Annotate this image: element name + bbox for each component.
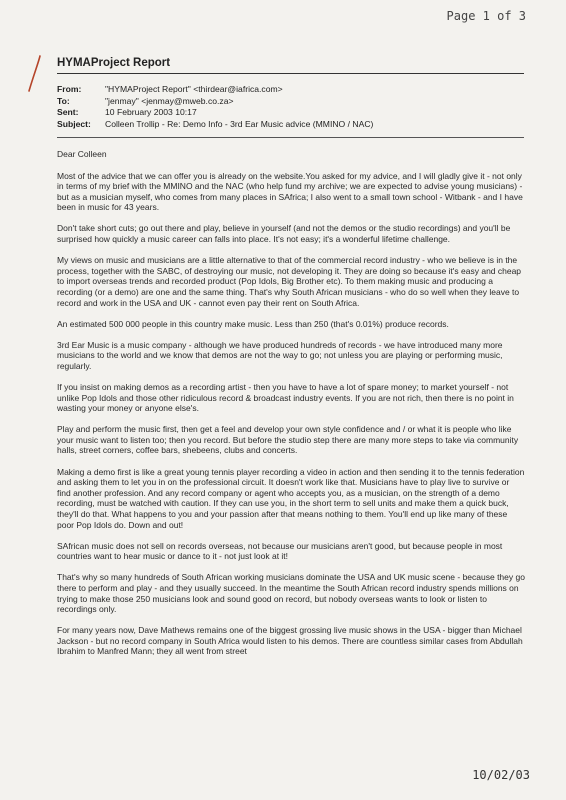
page-number: Page 1 of 3	[446, 9, 526, 23]
from-value: "HYMAProject Report" <thirdear@iafrica.com>	[105, 84, 283, 94]
paragraph: Making a demo first is like a great young tennis player recording a video in action and then sending it to the tennis federation and asking them to let you in on the professional circuit. It doesn't work like that. Musicians have to play live to survive or find another profession. And any record company or agent who accepts you, as a musician, on the strength of a demo recording, must be watched with caution. If they can use you, in the short term to sell units and make them a quick buck, they'll do that. What happens to you and your passion after that means nothing to them. You'll end up like many of these poor Pop Idols do. Down and out!	[57, 466, 525, 530]
header-sent-row	[57, 107, 373, 119]
paragraph: SAfrican music does not sell on records overseas, not because our musicians aren't good, but because people in most countries want to hear music or dance to it - not just look at it!	[57, 540, 503, 562]
subject-label: Subject:	[57, 118, 91, 129]
paragraph: 3rd Ear Music is a music company - although we have produced hundreds of records - we have introduced many more musicians to the world and we know that demos are not the way to go; not unless you are playing or performing music, regularly.	[57, 339, 503, 371]
header-to-row	[57, 96, 373, 108]
title-rule	[57, 73, 524, 74]
pen-mark-icon	[26, 54, 46, 94]
report-title: HYMAProject Report	[57, 57, 171, 69]
letter-body	[57, 149, 525, 667]
header-from-row	[57, 84, 373, 96]
paragraph: Most of the advice that we can offer you is already on the website.You asked for my advice, and I will gladly give it - not only in terms of my brief with the MMINO and the NAC (who help fund my archive; we are expected to advise young musicians) - but as a musician myself, who comes from many places in SAfrica; I also went to a small town school - Witbank - and I have been in music for 43 years.	[57, 170, 523, 213]
from-label: From:	[57, 84, 82, 94]
sent-value: 10 February 2003 10:17	[105, 107, 197, 118]
paragraph: My views on music and musicians are a little alternative to that of the commercial record industry - who we believe is in the process, together with the SABC, of destroying our music, not developing it. They are doing so because it's easy and cheap to import overseas trends and recorded product (Pop Idols, Big Brother etc). To them making music and producing a recording (or a demo) are one and the same thing. That's why South African musicians - who do so well when they leave to record and work in the USA and UK - cannot even pay their rent on South Africa.	[57, 255, 522, 308]
header-rule	[57, 137, 524, 138]
paragraph: Don't take short cuts; go out there and play, believe in yourself (and not the demos or the studio recordings) and you'll be surprised how quickly a music career can falls into place. It's not easy; it's a wonderful lifetime challenge.	[57, 223, 511, 245]
paragraph: That's why so many hundreds of South African working musicians dominate the USA and UK music scene - because they go there to perform and play - and they usually succeed. In the meantime the South African record industry spends millions on trying to make those 250 musicians look and sound good on record, but nobody overseas wants to look or listen to recordings only.	[57, 572, 525, 615]
email-header	[57, 84, 373, 130]
subject-value: Colleen Trollip - Re: Demo Info - 3rd Ear Music advice (MMINO / NAC)	[105, 118, 374, 129]
handwritten-date: 10/02/03	[472, 768, 530, 782]
salutation: Dear Colleen	[57, 149, 107, 159]
header-subject-row	[57, 119, 373, 131]
sent-label: Sent:	[57, 107, 79, 118]
paragraph: For many years now, Dave Mathews remains one of the biggest grossing live music shows in the USA - bigger than Michael Jackson - but no record company in South Africa would listen to his demos. There are countless similar cases from Abdullah Ibrahim to Manfred Mann; they all went from street	[57, 625, 523, 657]
to-value: "jenmay" <jenmay@mweb.co.za>	[105, 95, 234, 106]
paragraph: Play and perform the music first, then get a feel and develop your own style confidence and / or what it is people who like your music want to listen too; then you record. But before the studio step there are many more steps to take via community halls, street corners, coffee bars, shebeens, clubs and concerts.	[57, 424, 519, 456]
to-label: To:	[57, 95, 70, 106]
paragraph: If you insist on making demos as a recording artist - then you have to have a lot of spare money; to market yourself - not unlike Pop Idols and those other ridiculous record & broadcast industry events. If you are not rich, then there is no point in wasting your money or anyone else's.	[57, 382, 514, 414]
paragraph: An estimated 500 000 people in this country make music. Less than 250 (that's 0.01%) produce records.	[57, 318, 449, 329]
